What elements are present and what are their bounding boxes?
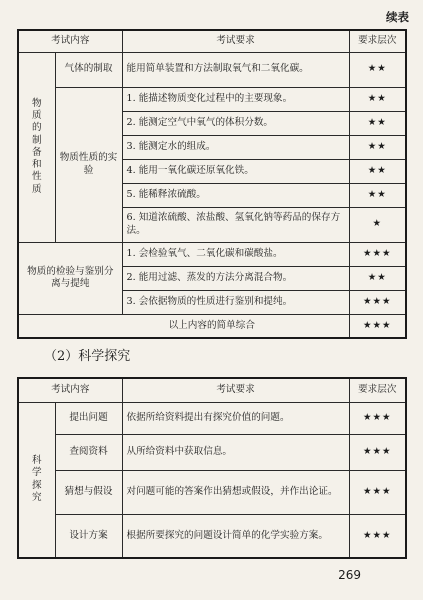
subtopic-cell: 气体的制取 — [55, 52, 122, 87]
level-cell: ★★★ — [349, 290, 406, 314]
requirement-cell: 2. 能用过滤、蒸发的方法分离混合物。 — [122, 266, 349, 290]
table-row — [18, 514, 406, 558]
level-cell: ★★ — [349, 135, 406, 159]
level-cell: ★★★ — [349, 402, 406, 434]
col-header-level: 要求层次 — [349, 30, 406, 52]
requirement-cell: 从所给资料中获取信息。 — [122, 434, 349, 470]
requirement-cell: 5. 能稀释浓硫酸。 — [122, 183, 349, 207]
requirement-cell: 2. 能测定空气中氧气的体积分数。 — [122, 111, 349, 135]
level-cell: ★★ — [349, 111, 406, 135]
section-title: （2）科学探究 — [44, 349, 131, 364]
level-cell: ★★ — [349, 52, 406, 87]
category-cell — [18, 52, 55, 242]
subtopic-cell: 查阅资料 — [55, 434, 122, 470]
requirement-cell: 6. 知道浓硫酸、浓盐酸、氢氧化钠等药品的保存方法。 — [122, 207, 349, 242]
table-header-row — [18, 378, 406, 402]
category-label: 科学探究 — [31, 455, 42, 503]
table-row — [18, 402, 406, 434]
category-label: 物质的制备和性质 — [31, 97, 42, 195]
table-row — [18, 242, 406, 266]
subtopic-cell: 提出问题 — [55, 402, 122, 434]
table-row — [18, 434, 406, 470]
page-number: 269 — [338, 568, 361, 582]
requirement-cell: 3. 会依据物质的性质进行鉴别和提纯。 — [122, 290, 349, 314]
continued-label: 续表 — [386, 10, 409, 24]
requirement-cell: 对问题可能的答案作出猜想或假设，并作出论证。 — [122, 470, 349, 514]
requirement-cell: 依据所给资料提出有探究价值的问题。 — [122, 402, 349, 434]
table-header-row — [18, 30, 406, 52]
col-header-requirement: 考试要求 — [122, 30, 349, 52]
category-cell — [18, 402, 55, 558]
level-cell: ★★ — [349, 159, 406, 183]
summary-cell: 以上内容的简单综合 — [18, 314, 349, 338]
table-row — [18, 470, 406, 514]
category-cell: 物质的检验与鉴别分离与提纯 — [18, 242, 122, 314]
col-header-level: 要求层次 — [349, 378, 406, 402]
level-cell: ★ — [349, 207, 406, 242]
requirement-cell: 1. 会检验氧气、二氧化碳和碳酸盐。 — [122, 242, 349, 266]
requirement-cell: 4. 能用一氧化碳还原氧化铁。 — [122, 159, 349, 183]
requirement-cell: 能用简单装置和方法制取氧气和二氧化碳。 — [122, 52, 349, 87]
level-cell: ★★★ — [349, 514, 406, 558]
subtopic-cell: 设计方案 — [55, 514, 122, 558]
level-cell: ★★★ — [349, 470, 406, 514]
requirement-cell: 3. 能测定水的组成。 — [122, 135, 349, 159]
col-header-content: 考试内容 — [18, 378, 122, 402]
level-cell: ★★ — [349, 266, 406, 290]
col-header-requirement: 考试要求 — [122, 378, 349, 402]
col-header-content: 考试内容 — [18, 30, 122, 52]
level-cell: ★★ — [349, 87, 406, 111]
requirement-cell: 1. 能描述物质变化过程中的主要现象。 — [122, 87, 349, 111]
requirement-cell: 根据所要探究的问题设计简单的化学实验方案。 — [122, 514, 349, 558]
subtopic-cell: 猜想与假设 — [55, 470, 122, 514]
requirements-table-1 — [17, 29, 407, 339]
summary-row — [18, 314, 406, 338]
level-cell: ★★★ — [349, 314, 406, 338]
level-cell: ★★★ — [349, 434, 406, 470]
table-row — [18, 52, 406, 87]
level-cell: ★★★ — [349, 242, 406, 266]
table-row — [18, 87, 406, 111]
subtopic-cell: 物质性质的实验 — [55, 87, 122, 242]
level-cell: ★★ — [349, 183, 406, 207]
requirements-table-2 — [17, 377, 407, 559]
